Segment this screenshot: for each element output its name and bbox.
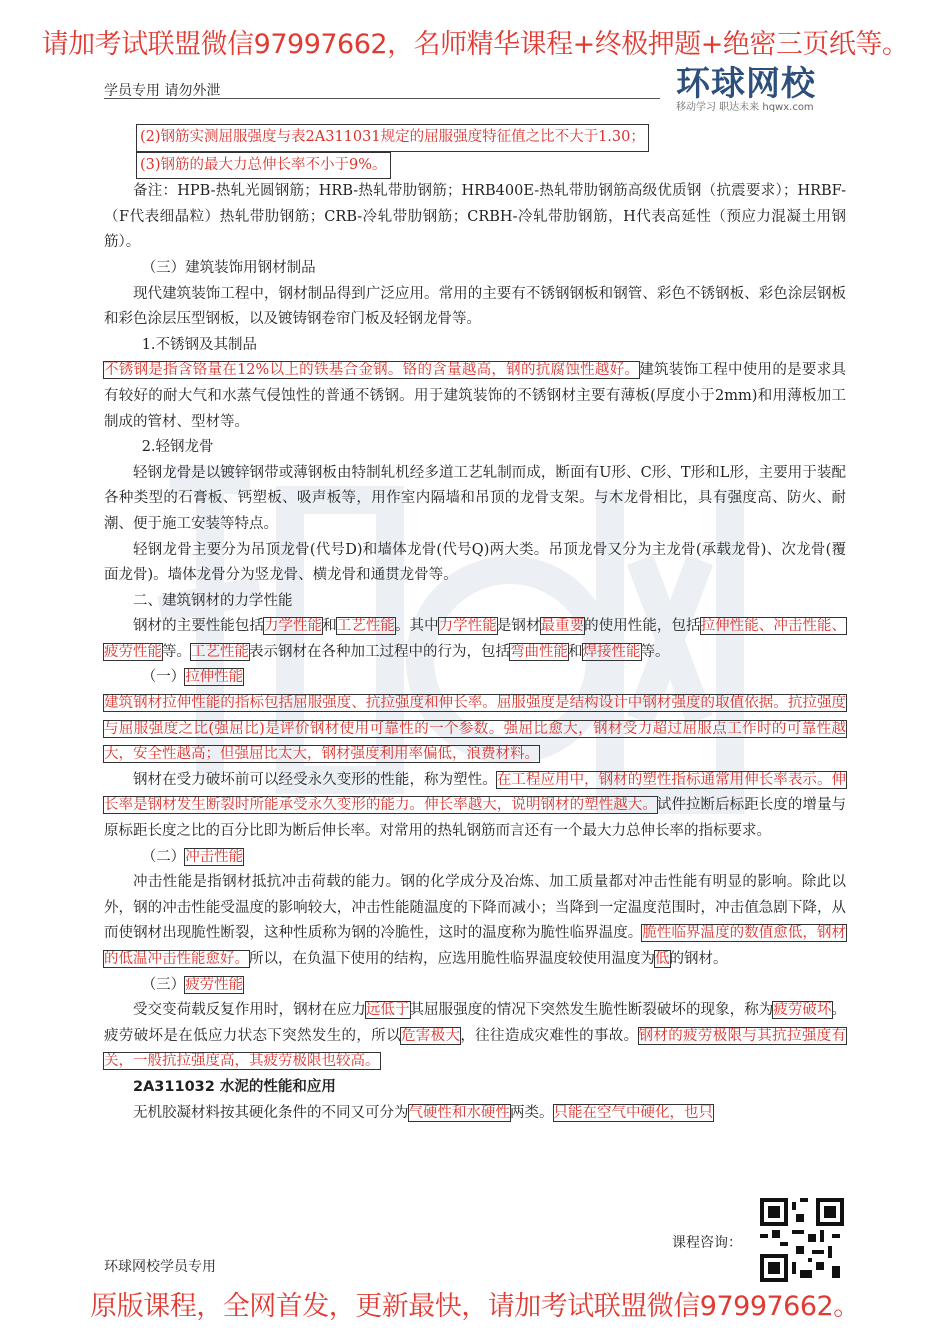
subsection-heading: 2.轻钢龙骨 bbox=[141, 439, 214, 456]
qr-code-icon[interactable] bbox=[760, 1198, 844, 1282]
text-run: 的使用性能，包括 bbox=[584, 618, 701, 635]
text-run: 。疲劳破坏是在低应力状态下突然发生的，所以 bbox=[104, 1002, 847, 1044]
paragraph: 轻钢龙骨是以镀锌钢带或薄钢板由特制轧机经多道工艺轧制而成，断面有U形、C形、T形和L形，主要用于装配各种类型的石膏板、钙塑板、吸声板等，用作室内隔墙和吊顶的龙骨支架。与木龙骨相比，具有强度高、防火、耐潮、便于施工安装等特点。 bbox=[104, 464, 846, 532]
highlight-text: 拉伸性能 bbox=[185, 669, 244, 686]
highlight-text: 疲劳破坏 bbox=[773, 1002, 832, 1019]
highlight-text: 焊接性能 bbox=[582, 643, 641, 660]
text-run: （二） bbox=[141, 848, 186, 865]
section-heading: 2A311032 水泥的性能和应用 bbox=[133, 1078, 336, 1095]
section-heading: （三）建筑装饰用钢材制品 bbox=[141, 259, 316, 276]
top-promo-banner: 请加考试联盟微信97997662，名师精华课程+终极押题+绝密三页纸等。 bbox=[41, 29, 909, 60]
highlight-text: 低 bbox=[655, 951, 670, 967]
highlight-text: 冲击性能 bbox=[185, 848, 244, 865]
paragraph bbox=[104, 614, 846, 665]
highlight-text: 不锈钢是指含铬量在12%以上的铁基合金钢。铬的含量越高，钢的抗腐蚀性越好。 bbox=[104, 362, 640, 379]
logo-text: 环球网校 bbox=[676, 64, 816, 104]
text-run: ，往往造成灾难性的事故。 bbox=[460, 1027, 639, 1044]
text-run: 其屈服强度的情况下突然发生脆性断裂破坏的现象，称为 bbox=[409, 1002, 774, 1019]
header-rule bbox=[104, 98, 660, 99]
text-run: 两类。 bbox=[510, 1104, 554, 1121]
highlight-text: 工艺性能 bbox=[191, 643, 249, 660]
highlight-text: 钢材的疲劳极限与其抗拉强度有关，一般抗拉强度高，其疲劳极限也较高。 bbox=[104, 1027, 847, 1070]
text-run: 钢材的主要性能包括 bbox=[133, 618, 264, 635]
text-run: （一） bbox=[141, 669, 186, 686]
subsection-heading bbox=[104, 665, 846, 691]
highlight-text: 最重要 bbox=[540, 618, 585, 635]
subsection-heading bbox=[104, 845, 846, 871]
text-run: 等。 bbox=[640, 643, 670, 660]
paragraph bbox=[104, 870, 846, 972]
text-run: 。其中 bbox=[394, 618, 439, 635]
text-run: （三） bbox=[141, 976, 186, 993]
highlight-text: 疲劳性能 bbox=[185, 976, 244, 993]
highlight-text: 只能在空气中硬化，也只 bbox=[553, 1104, 713, 1121]
logo-subtitle: 移动学习 职达未来 hqwx.com bbox=[676, 102, 814, 113]
text-run: 建筑装饰工程中使用的是要求具有较好的耐大气和水蒸气侵蚀性的普通不锈钢。用于建筑装饰的不锈钢材主要有薄板(厚度小于2mm)和用薄板加工制成的管材、型材等。 bbox=[104, 362, 846, 430]
highlight-box: (2)钢筋实测屈服强度与表2A311031规定的屈服强度特征值之比不大于1.30； bbox=[136, 124, 649, 152]
text-run: 等。 bbox=[162, 643, 191, 660]
document-body bbox=[104, 124, 846, 1126]
paragraph bbox=[104, 1101, 846, 1127]
text-run: 受交变荷载反复作用时，钢材在应力 bbox=[133, 1002, 366, 1019]
highlight-text: 危害极大 bbox=[400, 1027, 461, 1044]
brand-logo bbox=[676, 56, 852, 113]
header-label: 学员专用 请勿外泄 bbox=[104, 83, 221, 99]
section-heading: 二、建筑钢材的力学性能 bbox=[133, 592, 293, 609]
highlight-text: 在工程应用中，钢材的塑性指标通常用伸长率表示。伸长率是钢材发生断裂时所能承受永久变形的能力。伸长率越大，说明钢材的塑性越大。 bbox=[104, 771, 847, 814]
paragraph: 轻钢龙骨主要分为吊顶龙骨(代号D)和墙体龙骨(代号Q)两大类。吊顶龙骨又分为主龙骨(承载龙骨)、次龙骨(覆面龙骨)。墙体龙骨分为竖龙骨、横龙骨和通贯龙骨等。 bbox=[104, 541, 846, 584]
bottom-promo-banner: 原版课程，全网首发，更新最快，请加考试联盟微信97997662。 bbox=[90, 1291, 860, 1322]
paragraph bbox=[104, 691, 846, 768]
text-run: 无机胶凝材料按其硬化条件的不同又可分为 bbox=[133, 1104, 409, 1121]
paragraph bbox=[104, 358, 846, 435]
highlight-text: 气硬性和水硬性 bbox=[408, 1104, 510, 1121]
text-run: 所以，在负温下使用的结构，应选用脆性临界温度较使用温度为 bbox=[249, 951, 655, 967]
subsection-heading: 1.不锈钢及其制品 bbox=[141, 336, 258, 353]
highlight-text: 建筑钢材拉伸性能的指标包括屈服强度、抗拉强度和伸长率。屈服强度是结构设计中钢材强度的取值依据。抗拉强度与屈服强度之比(强屈比)是评价钢材使用可靠性的一个参数。强屈比愈大，钢材受力超过屈服点工作时的可靠性越大，安全性越高；但强屈比太大，钢材强度利用率偏低，浪费材料。 bbox=[104, 695, 846, 763]
text-run: 和 bbox=[568, 643, 583, 660]
paragraph: 备注：HPB-热轧光圆钢筋；HRB-热轧带肋钢筋；HRB400E-热轧带肋钢筋高级优质钢（抗震要求）；HRBF-（F代表细晶粒）热轧带肋钢筋；CRB-冷轧带肋钢筋；CRBH-冷轧带肋钢筋，H代表高延性（预应力混凝土用钢筋）。 bbox=[104, 183, 846, 251]
highlight-text: 弯曲性能 bbox=[510, 643, 568, 660]
paragraph: 现代建筑装饰工程中，钢材制品得到广泛应用。常用的主要有不锈钢钢板和钢管、彩色不锈钢板、彩色涂层钢板和彩色涂层压型钢板，以及镀铸钢卷帘门板及轻钢龙骨等。 bbox=[104, 285, 846, 328]
highlight-text: 拉伸性能、冲击性能、疲劳性能 bbox=[104, 618, 847, 660]
highlight-text: 力学性能 bbox=[263, 618, 323, 635]
highlight-text: 工艺性能 bbox=[336, 618, 395, 635]
subsection-heading bbox=[104, 973, 846, 999]
text-run: 和 bbox=[322, 618, 337, 635]
text-run: 冲击性能是指钢材抵抗冲击荷载的能力。钢的化学成分及冶炼、加工质量都对冲击性能有明显的影响。除此以外，钢的冲击性能受温度的影响较大，冲击性能随温度的下降而减小；当降到一定温度范围时，冲击值急剧下降，从而使钢材出现脆性断裂，这种性质称为钢的冷脆性，这时的温度称为脆性临界温度。 bbox=[104, 874, 846, 942]
footer-consult: 课程咨询： bbox=[672, 1235, 742, 1251]
text-run: 是钢材 bbox=[496, 618, 541, 635]
highlight-box: (3)钢筋的最大力总伸长率不小于9%。 bbox=[136, 152, 391, 180]
text-run: 的钢材。 bbox=[669, 951, 728, 967]
text-run: 试件拉断后标距长度的增量与原标距长度之比的百分比即为断后伸长率。对常用的热轧钢筋而言还有一个最大力总伸长率的指标要求。 bbox=[104, 797, 847, 840]
paragraph bbox=[104, 998, 846, 1075]
text-run: 钢材在受力破坏前可以经受永久变形的性能，称为塑性。 bbox=[133, 771, 497, 788]
footer-label: 环球网校学员专用 bbox=[104, 1259, 216, 1275]
highlight-text: 远低于 bbox=[365, 1002, 410, 1019]
text-run: 表示钢材在各种加工过程中的行为，包括 bbox=[249, 643, 510, 660]
highlight-text: 力学性能 bbox=[438, 618, 497, 635]
highlight-text: 脆性临界温度的数值愈低，钢材的低温冲击性能愈好。 bbox=[104, 925, 847, 967]
paragraph bbox=[104, 768, 846, 845]
